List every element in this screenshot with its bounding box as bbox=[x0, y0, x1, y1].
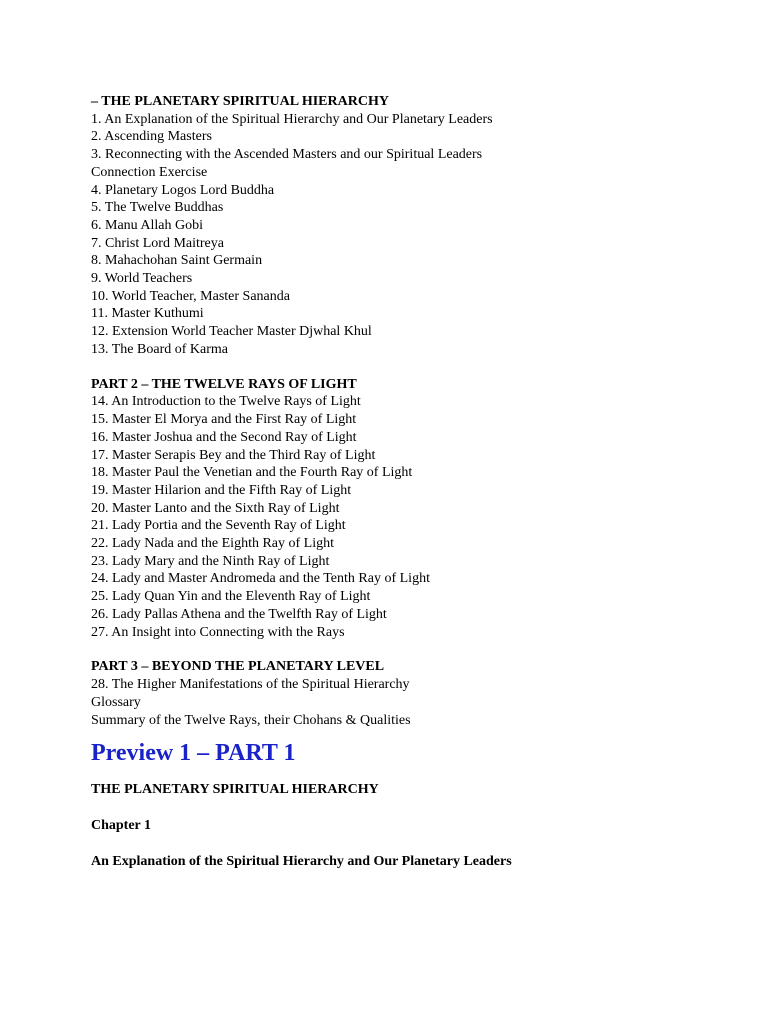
toc-item: 12. Extension World Teacher Master Djwhal Khul bbox=[91, 324, 372, 340]
part1-list bbox=[91, 111, 731, 359]
toc-item: 3. Reconnecting with the Ascended Masters and our Spiritual Leaders bbox=[91, 147, 483, 163]
spacer bbox=[91, 359, 731, 376]
toc-item: 19. Master Hilarion and the Fifth Ray of Light bbox=[91, 482, 352, 498]
toc-item: 14. An Introduction to the Twelve Rays of Light bbox=[91, 394, 361, 410]
toc-item: 8. Mahachohan Saint Germain bbox=[91, 253, 263, 269]
section-title: THE PLANETARY SPIRITUAL HIERARCHY bbox=[91, 782, 379, 798]
spacer bbox=[91, 799, 731, 817]
table-of-contents bbox=[91, 93, 731, 871]
toc-item: 26. Lady Pallas Athena and the Twelfth Ray of Light bbox=[91, 606, 387, 622]
chapter-title: An Explanation of the Spiritual Hierarchy and Our Planetary Leaders bbox=[91, 854, 512, 870]
spacer bbox=[91, 769, 731, 781]
toc-item: 16. Master Joshua and the Second Ray of Light bbox=[91, 429, 357, 445]
part2-list bbox=[91, 393, 731, 641]
toc-item: 15. Master El Morya and the First Ray of Light bbox=[91, 412, 357, 428]
chapter-label: Chapter 1 bbox=[91, 818, 152, 834]
toc-item: 23. Lady Mary and the Ninth Ray of Light bbox=[91, 553, 330, 569]
toc-item: 7. Christ Lord Maitreya bbox=[91, 235, 224, 251]
preview-title: Preview 1 – PART 1 bbox=[91, 740, 296, 767]
toc-item: 24. Lady and Master Andromeda and the Tenth Ray of Light bbox=[91, 571, 430, 587]
toc-item: 27. An Insight into Connecting with the Rays bbox=[91, 624, 345, 640]
toc-item: 22. Lady Nada and the Eighth Ray of Light bbox=[91, 536, 334, 552]
toc-item: 2. Ascending Masters bbox=[91, 129, 212, 145]
toc-item: 9. World Teachers bbox=[91, 271, 193, 287]
toc-item: 18. Master Paul the Venetian and the Fourth Ray of Light bbox=[91, 465, 413, 481]
toc-item: 11. Master Kuthumi bbox=[91, 306, 204, 322]
toc-item: 13. The Board of Karma bbox=[91, 341, 228, 357]
toc-item: 4. Planetary Logos Lord Buddha bbox=[91, 182, 275, 198]
toc-item: 1. An Explanation of the Spiritual Hierarchy and Our Planetary Leaders bbox=[91, 111, 493, 127]
toc-item: 21. Lady Portia and the Seventh Ray of Light bbox=[91, 518, 346, 534]
part2-heading: PART 2 – THE TWELVE RAYS OF LIGHT bbox=[91, 376, 357, 392]
toc-item: 17. Master Serapis Bey and the Third Ray of Light bbox=[91, 447, 376, 463]
toc-item: 6. Manu Allah Gobi bbox=[91, 217, 203, 233]
toc-item: Glossary bbox=[91, 694, 141, 710]
spacer bbox=[91, 641, 731, 658]
toc-item: 10. World Teacher, Master Sananda bbox=[91, 288, 290, 304]
spacer bbox=[91, 835, 731, 853]
toc-item: 28. The Higher Manifestations of the Spiritual Hierarchy bbox=[91, 677, 410, 693]
toc-item: 5. The Twelve Buddhas bbox=[91, 200, 224, 216]
part3-heading: PART 3 – BEYOND THE PLANETARY LEVEL bbox=[91, 659, 385, 675]
toc-item: Connection Exercise bbox=[91, 164, 208, 180]
toc-item: Summary of the Twelve Rays, their Chohans & Qualities bbox=[91, 712, 411, 728]
toc-item: 20. Master Lanto and the Sixth Ray of Light bbox=[91, 500, 340, 516]
part3-list bbox=[91, 676, 731, 729]
part1-heading: – THE PLANETARY SPIRITUAL HIERARCHY bbox=[91, 94, 389, 109]
toc-item: 25. Lady Quan Yin and the Eleventh Ray of Light bbox=[91, 589, 371, 605]
